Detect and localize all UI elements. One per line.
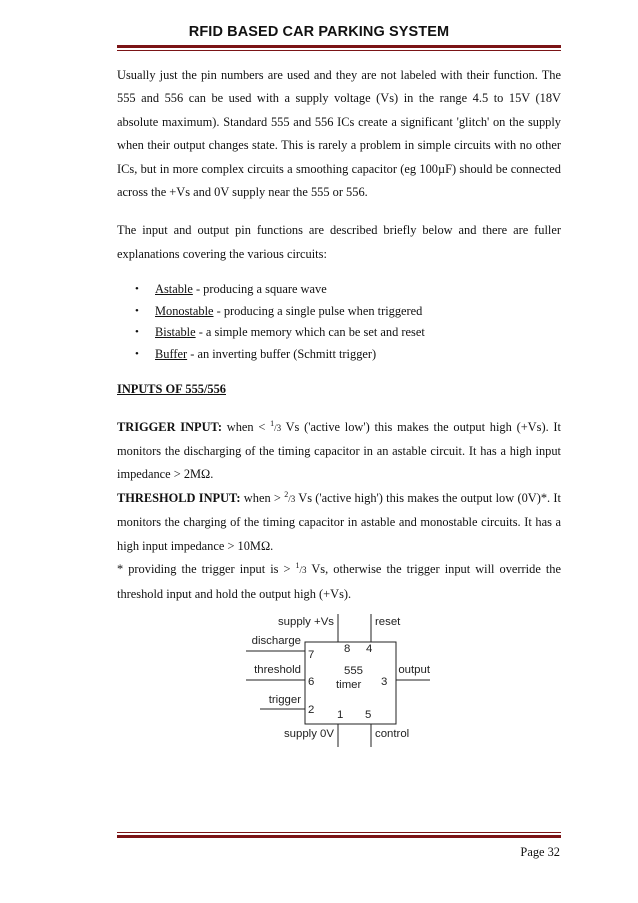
link-buffer[interactable]: Buffer bbox=[155, 346, 188, 361]
header-rule-thick bbox=[117, 45, 561, 48]
timer-555-pinout-diagram bbox=[238, 604, 438, 750]
paragraph-pin-functions: The input and output pin functions are described briefly below and there are fuller explanations covering the various circuits: bbox=[117, 223, 561, 261]
mode-description: - producing a square wave bbox=[192, 282, 327, 297]
bullet-icon: • bbox=[135, 347, 139, 360]
chip-subtitle: timer bbox=[336, 679, 362, 691]
link-astable[interactable]: Astable bbox=[155, 282, 193, 297]
trigger-text-pre: when < bbox=[222, 419, 271, 434]
pin-number-1: 1 bbox=[337, 709, 344, 721]
list-item bbox=[117, 301, 561, 323]
section-heading-inputs: INPUTS OF 555/556 bbox=[117, 382, 226, 397]
fraction-numerator: 1 bbox=[270, 418, 275, 428]
trigger-text-post: Vs ('active low') this makes the output high (+Vs). It monitors the discharging of the timing capacitor in an astable circuit. It has a high input impedance > 2MΩ. bbox=[117, 419, 561, 482]
pin-number-6: 6 bbox=[308, 676, 315, 688]
footer-rule-thin bbox=[117, 832, 561, 833]
page-header-title: RFID BASED CAR PARKING SYSTEM bbox=[188, 24, 450, 40]
pin-number-4: 4 bbox=[366, 643, 373, 655]
pin-number-2: 2 bbox=[308, 704, 315, 716]
footnote-text-pre: * providing the trigger input is > bbox=[117, 562, 296, 577]
list-item bbox=[117, 322, 561, 344]
threshold-input-description bbox=[117, 487, 561, 558]
fraction-one-third bbox=[296, 562, 307, 576]
threshold-text-pre: when > bbox=[240, 490, 285, 505]
trigger-input-description bbox=[117, 416, 561, 487]
label-supply-0v: supply 0V bbox=[283, 728, 334, 740]
pin-number-3: 3 bbox=[381, 676, 388, 688]
page-body bbox=[117, 64, 561, 606]
link-monostable[interactable]: Monostable bbox=[155, 303, 214, 318]
mode-description: - a simple memory which can be set and reset bbox=[195, 325, 425, 340]
label-control: control bbox=[375, 728, 410, 740]
fraction-one-third bbox=[270, 420, 281, 434]
bullet-icon: • bbox=[135, 326, 139, 339]
label-reset: reset bbox=[375, 616, 401, 628]
mode-description: - an inverting buffer (Schmitt trigger) bbox=[187, 346, 377, 361]
label-threshold: threshold bbox=[254, 664, 301, 676]
link-bistable[interactable]: Bistable bbox=[155, 325, 196, 340]
page-number: Page 32 bbox=[520, 845, 560, 859]
fraction-denominator: /3 bbox=[299, 565, 307, 576]
header-rule-thin bbox=[117, 50, 561, 51]
mode-description: - producing a single pulse when triggered bbox=[213, 303, 423, 318]
fraction-denominator: /3 bbox=[274, 422, 282, 433]
fraction-denominator: /3 bbox=[288, 493, 296, 504]
footnote-trigger-override bbox=[117, 558, 561, 606]
pinout-svg bbox=[238, 604, 438, 750]
label-supply-vs: supply +Vs bbox=[277, 616, 334, 628]
threshold-input-label: THRESHOLD INPUT: bbox=[117, 490, 241, 505]
bullet-icon: • bbox=[135, 283, 139, 296]
label-discharge: discharge bbox=[251, 635, 301, 647]
pin-number-7: 7 bbox=[308, 649, 315, 661]
fraction-numerator: 2 bbox=[284, 489, 289, 499]
bullet-icon: • bbox=[135, 304, 139, 317]
fraction-two-thirds bbox=[284, 491, 295, 505]
chip-name: 555 bbox=[344, 665, 364, 677]
circuit-modes-list bbox=[117, 279, 561, 365]
paragraph-pin-usage: Usually just the pin numbers are used and they are not labeled with their function. The 555 and 556 can be used with a supply voltage (Vs) in the range 4.5 to 15V (18V absolute maximum). Standard 555 and 556 ICs create a significant 'glitch' on the supply when their output changes state. This is rarely a problem in simple circuits with no other ICs, but in more complex circuits a smoothing capacitor (eg 100µF) should be connected across the +Vs and 0V supply near the 555 or 556. bbox=[117, 68, 561, 200]
trigger-input-label: TRIGGER INPUT: bbox=[117, 419, 223, 434]
list-item bbox=[117, 344, 561, 366]
pin-number-5: 5 bbox=[365, 709, 372, 721]
footnote-text-post: Vs, otherwise the trigger input will override the threshold input and hold the output high (+Vs). bbox=[117, 562, 561, 601]
pin-number-8: 8 bbox=[344, 643, 351, 655]
label-output: output bbox=[398, 664, 430, 676]
footer-rule-thick bbox=[117, 835, 561, 838]
list-item bbox=[117, 279, 561, 301]
label-trigger: trigger bbox=[268, 694, 301, 706]
threshold-text-post: Vs ('active high') this makes the output low (0V)*. It monitors the charging of the timing capacitor in astable and monostable circuits. It has a high input impedance > 10MΩ. bbox=[117, 490, 561, 553]
fraction-numerator: 1 bbox=[295, 561, 300, 571]
